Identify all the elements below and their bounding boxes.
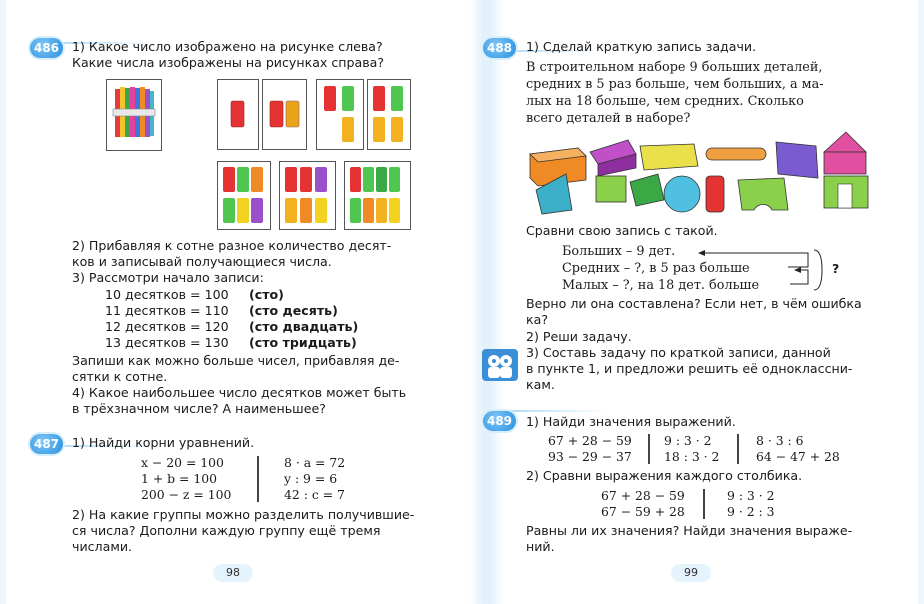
task-489-part2: 2) Сравни выражения каждого столбика. [526,468,803,483]
right-edge-decor [918,0,924,604]
expr-col1-b: 93 − 29 − 37 [548,449,632,464]
problem-line1: В строительном наборе 9 больших деталей, [526,60,823,75]
tens-figure-7 [344,161,411,230]
expr-col1-a: 67 + 28 − 59 [548,433,632,448]
task-486-part4-line2: в трёхзначном числе? А наименьшее? [72,401,326,416]
page-number-left: 98 [213,564,253,582]
task-488-part3-line3: кам. [526,377,555,392]
scheme-arrows [690,246,830,294]
tens-row-3-words: (сто двадцать) [249,319,359,334]
task-487-line1: 1) Найди корни уравнений. [72,435,255,450]
tens-figure-2 [262,79,307,150]
task-486-badge: 486 [30,38,63,58]
scheme-line3: Малых – ?, на 18 дет. больше [562,278,760,293]
expr-divider-2 [737,434,739,464]
expr-col3-b: 64 − 47 + 28 [756,449,840,464]
verify-line2: ка? [526,312,549,327]
tens-row-3: 12 десятков = 120 [105,319,229,334]
tens-row-1-words: (сто) [249,287,284,302]
task-486-write-line1: Запиши как можно больше чисел, прибавляя де- [72,353,400,368]
building-blocks-illustration [526,130,886,215]
compare-text: Сравни свою запись с такой. [526,223,718,238]
tens-figure-5 [217,161,271,230]
tens-row-4-words: (сто тридцать) [249,335,357,350]
page-spine [470,0,504,604]
task-488-part3-line2: в пункте 1, и предложи решить её одноклассни- [526,361,853,376]
equation-a1: x − 20 = 100 [141,455,224,470]
task-486-part2-line2: ков и записывай получающиеся числа. [72,254,332,269]
equation-a3: 200 − z = 100 [141,487,232,502]
problem-line3: лых на 18 больше, чем средних. Сколько [526,94,804,109]
problem-line2: средних в 5 раз больше, чем больших, а ма- [526,77,824,92]
compare-col2-a: 9 : 3 · 2 [727,488,775,503]
tens-row-4: 13 десятков = 130 [105,335,229,350]
task-487-part2-line2: ся числа? Дополни каждую группу ещё тремя [72,523,381,538]
task-488-part3-line1: 3) Составь задачу по краткой записи, данной [526,345,831,360]
tens-figure-6 [279,161,336,230]
tens-figure-3 [316,79,364,150]
task-487-part2-line1: 2) На какие группы можно разделить получившие- [72,507,415,522]
task-486-part3: 3) Рассмотри начало записи: [72,270,264,285]
compare-col1-a: 67 + 28 − 59 [601,488,685,503]
tens-figure-1 [217,79,259,150]
compare-col1-b: 67 − 59 + 28 [601,504,685,519]
tens-row-2: 11 десятков = 110 [105,303,229,318]
tens-figure-4 [367,79,411,150]
bundle-figure [106,79,162,151]
expr-divider-1 [648,434,650,464]
task-486-write-line2: сятки к сотне. [72,369,168,384]
verify-line1: Верно ли она составлена? Если нет, в чём ошибка [526,296,862,311]
task-489-line1: 1) Найди значения выражений. [526,414,736,429]
scheme-line2: Средних – ?, в 5 раз больше [562,261,750,276]
compare-col2-b: 9 · 2 : 3 [727,504,775,519]
tens-row-2-words: (сто десять) [249,303,338,318]
equation-b2: y : 9 = 6 [284,471,338,486]
compare-divider [703,489,705,519]
task-488-line1: 1) Сделай краткую запись задачи. [526,39,757,54]
task-486-line1: 1) Какое число изображено на рисунке слева? [72,39,383,54]
left-edge-decor [0,0,6,604]
task-488-part2: 2) Реши задачу. [526,329,632,344]
task-486-line2: Какие числа изображены на рисунках справа? [72,55,385,70]
scheme-line1: Больших – 9 дет. [562,244,676,259]
tens-row-1: 10 десятков = 100 [105,287,229,302]
task-486-part2-line1: 2) Прибавляя к сотне разное количество десят- [72,238,392,253]
task-487-part2-line3: числами. [72,539,133,554]
page-number-right: 99 [671,564,711,582]
task-486-part4-line1: 4) Какое наибольшее число десятков может быть [72,385,407,400]
expr-col2-b: 18 : 3 · 2 [664,449,720,464]
pair-work-icon [482,349,518,381]
task-489-final-line1: Равны ли их значения? Найди значения выраже- [526,523,853,538]
task-488-badge: 488 [483,38,516,58]
equation-divider [257,456,259,502]
expr-col2-a: 9 : 3 · 2 [664,433,712,448]
equation-a2: 1 + b = 100 [141,471,217,486]
equation-b3: 42 : c = 7 [284,487,345,502]
task-489-final-line2: ний. [526,539,555,554]
expr-col3-a: 8 · 3 : 6 [756,433,804,448]
problem-line4: всего деталей в наборе? [526,111,691,126]
equation-b1: 8 · a = 72 [284,455,346,470]
scheme-question: ? [832,261,840,276]
task-489-badge: 489 [483,411,516,431]
task-487-badge: 487 [30,434,63,454]
